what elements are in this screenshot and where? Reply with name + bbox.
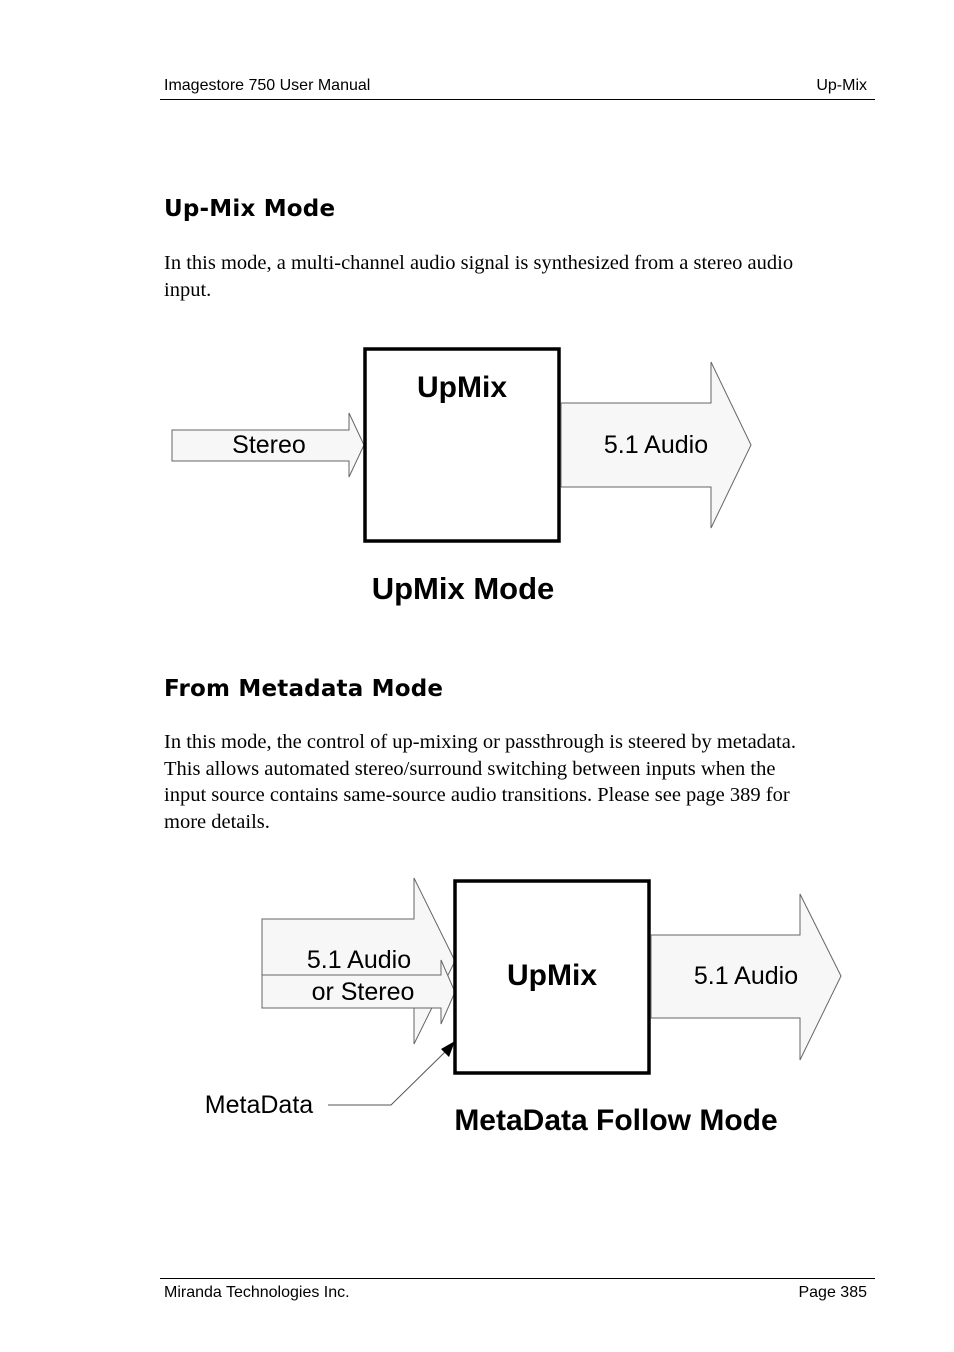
upmix-mode-heading: Up-Mix Mode bbox=[164, 196, 336, 222]
paragraph-line: This allows automated stereo/surround switching between inputs when the bbox=[164, 757, 776, 780]
audio-output-label: 5.1 Audio bbox=[603, 431, 709, 459]
header-section-name: Up-Mix bbox=[816, 77, 867, 94]
upmix-box-label: UpMix bbox=[507, 959, 597, 992]
paragraph-line: input. bbox=[164, 278, 212, 301]
footer-company: Miranda Technologies Inc. bbox=[164, 1284, 350, 1301]
input-label-line1: 5.1 Audio bbox=[306, 946, 412, 974]
header-document-title: Imagestore 750 User Manual bbox=[164, 77, 371, 94]
audio-output-label: 5.1 Audio bbox=[693, 962, 799, 990]
paragraph-line: more details. bbox=[164, 810, 270, 833]
footer-rule bbox=[160, 1278, 875, 1279]
input-label-line2: or Stereo bbox=[311, 978, 415, 1006]
metadata-follow-mode-caption: MetaData Follow Mode bbox=[454, 1104, 778, 1137]
paragraph-line: In this mode, a multi-channel audio signal is synthesized from a stereo audio bbox=[164, 252, 794, 274]
metadata-arrowhead bbox=[441, 1041, 455, 1057]
paragraph-line: In this mode, the control of up-mixing or passthrough is steered by metadata. bbox=[164, 731, 796, 753]
metadata-mode-heading: From Metadata Mode bbox=[164, 676, 444, 702]
paragraph-line: input source contains same-source audio transitions. Please see page 389 for bbox=[164, 784, 790, 806]
upmix-box-label: UpMix bbox=[417, 371, 507, 404]
footer-page-number: Page 385 bbox=[798, 1284, 867, 1301]
metadata-leader-line bbox=[328, 1051, 446, 1105]
metadata-label: MetaData bbox=[204, 1091, 314, 1119]
upmix-mode-caption: UpMix Mode bbox=[371, 571, 555, 606]
stereo-input-label: Stereo bbox=[232, 431, 306, 459]
